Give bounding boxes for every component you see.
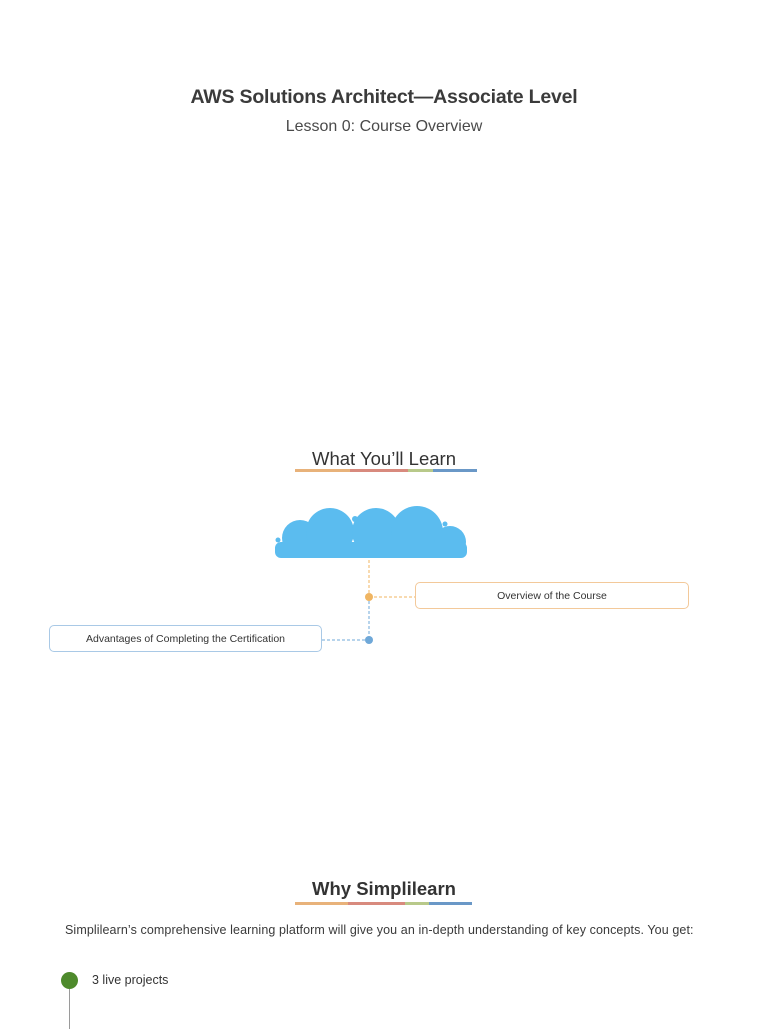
course-title: AWS Solutions Architect—Associate Level xyxy=(190,86,578,108)
cloud-icon xyxy=(272,500,472,562)
heading-underline xyxy=(295,469,477,472)
bullet-circle-icon xyxy=(61,972,78,989)
why-simplilearn-heading: Why Simplilearn xyxy=(312,878,456,899)
what-youll-learn-heading: What You’ll Learn xyxy=(312,448,456,469)
why-simplilearn-intro: Simplilearn’s comprehensive learning platform will give you an in-depth understanding of key concepts. You get: xyxy=(65,923,694,937)
topic-advantages-of-certification[interactable]: Advantages of Completing the Certification xyxy=(49,625,322,652)
lesson-subtitle: Lesson 0: Course Overview xyxy=(285,118,483,135)
topic-overview-of-the-course[interactable]: Overview of the Course xyxy=(415,582,689,609)
list-item: 3 live projects xyxy=(92,973,169,987)
heading-underline xyxy=(295,902,472,905)
timeline-connector xyxy=(69,989,71,1029)
